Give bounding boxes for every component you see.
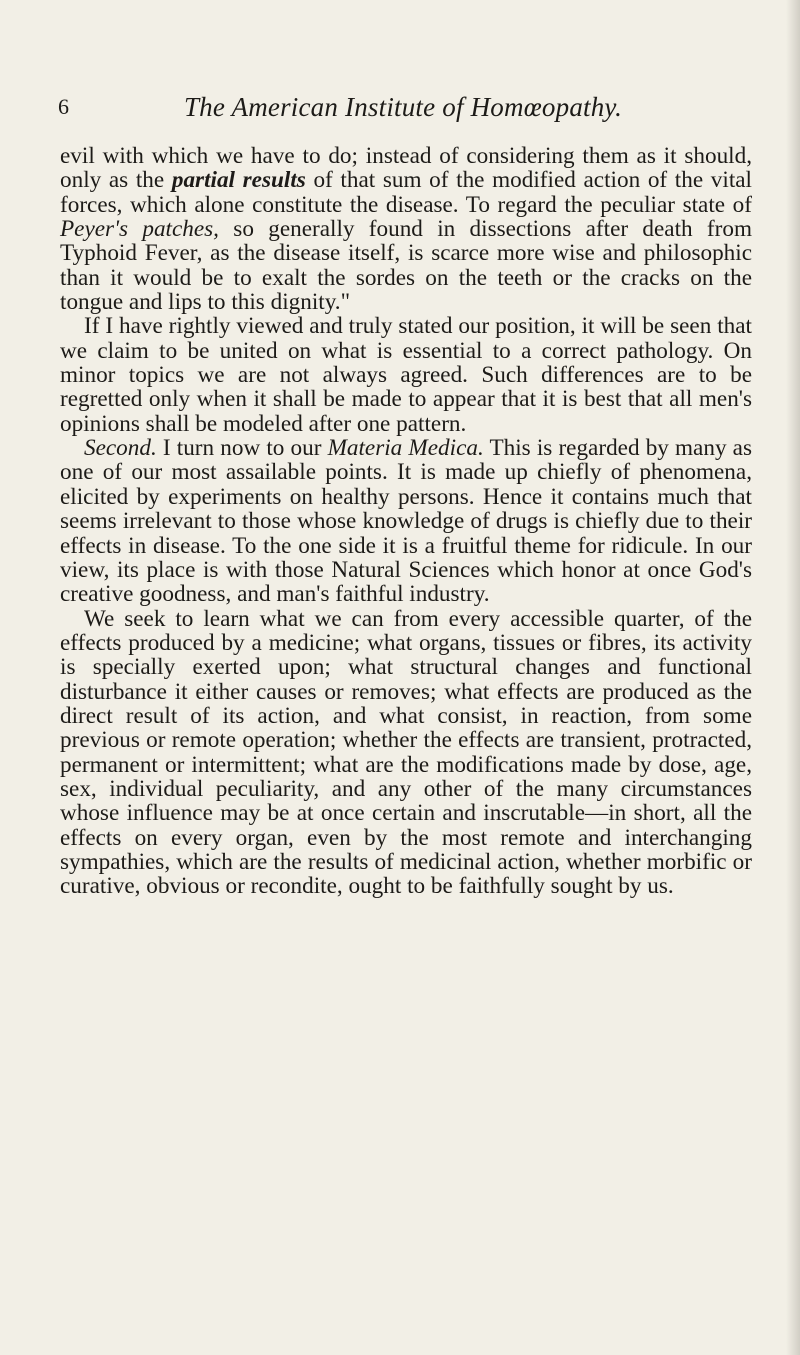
- running-title: The American Institute of Homœopathy.: [183, 92, 623, 122]
- emphasis-second: Second.: [84, 435, 157, 462]
- page-header: [58, 92, 748, 132]
- paragraph-2: If I have rightly viewed and truly stated our position, it will be seen that we claim to be united on what is essential to a correct pathology. On minor topics we are not always agreed. Such differences are to be regretted only when it shall be made to appear that it is best that all men's opinions shall be modeled after one pattern.: [60, 313, 752, 437]
- emphasis-peyers-patches: Peyer's patches,: [60, 216, 219, 243]
- emphasis-partial-results: partial results: [171, 167, 306, 194]
- paragraph-1-text-e: so generally found in dissections after death from Typhoid Fever, as the disease itself, is scarce more wise and philosophic than it would be to exalt the sordes on the teeth or the cracks on the tongue and lips to this dignity.": [60, 216, 752, 316]
- paragraph-1-text-a: evil with which we have to do; instead of considering them as it should, only as the: [60, 143, 752, 194]
- page-number: 6: [58, 94, 69, 119]
- body-text: [60, 144, 752, 899]
- paragraph-1-text-c: of that sum of the modified action of the vital forces, which alone constitute the disease. To regard the peculiar state of: [60, 167, 753, 218]
- paragraph-1: [60, 144, 752, 314]
- paragraph-3-text-b: I turn now to our: [156, 435, 328, 462]
- paragraph-3: [60, 436, 752, 606]
- page-edge-shadow: [786, 0, 800, 1355]
- emphasis-materia-medica: Materia Medica.: [327, 435, 484, 462]
- paragraph-4: We seek to learn what we can from every accessible quarter, of the effects produced by a medicine; what organs, tissues or fibres, its activity is specially exerted upon; what structural changes and functional disturbance it either causes or removes; what effects are produced as the direct result of its action, and what consist, in reaction, from some previous or remote operation; whether the effects are transient, protracted, permanent or intermittent; what are the modifications made by dose, age, sex, individual peculiarity, and any other of the many circumstances whose influence may be at once certain and inscrutable—in short, all the effects on every organ, even by the most remote and interchanging sympathies, which are the results of medicinal action, whether morbific or curative, obvious or recondite, ought to be faithfully sought by us.: [60, 605, 752, 900]
- paragraph-3-text-d: This is regarded by many as one of our most assailable points. It is made up chiefly of phenomena, elicited by experiments on healthy persons. Hence it contains much that seems irrelevant to those whose knowledge of drugs is chiefly due to their effects in disease. To the one side it is a fruitful theme for ridicule. In our view, its place is with those Natural Sciences which honor at once God's creative goodness, and man's faithful industry.: [60, 435, 752, 608]
